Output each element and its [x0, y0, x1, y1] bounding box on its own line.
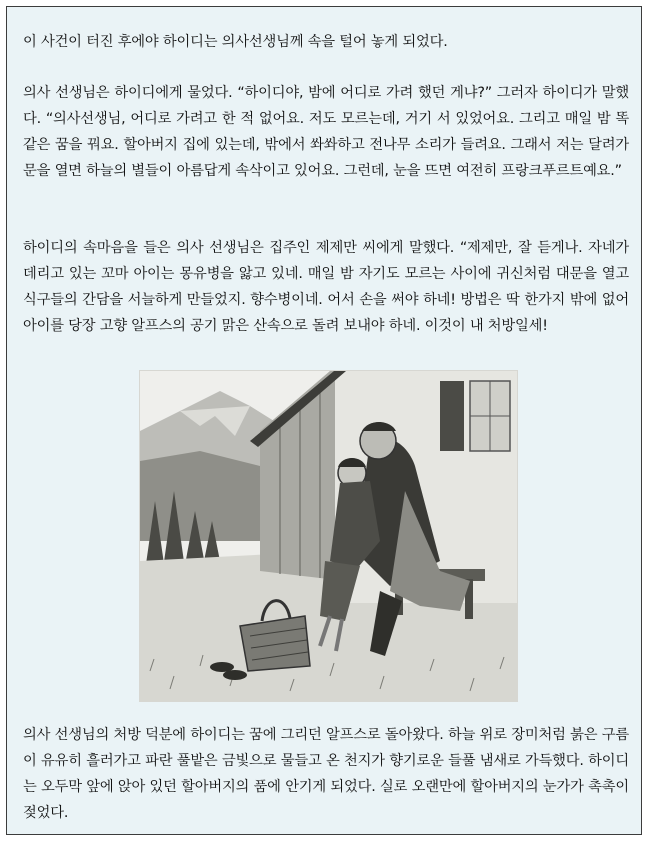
paragraph-2: 의사 선생님은 하이디에게 물었다. “하이디야, 밤에 어디로 가려 했던 게냐?” 그러자 하이디가 말했다. “의사선생님, 어디로 가려고 한 적 없어요. 저도 모르는데, 거기 서 있었어요. 그리고 매일 밤 똑 같은 꿈을 꿔요. 할아버지 집에 있는데, 밖에서 쏴쏴하고 전나무 소리가 들려요. 그래서 저는 달려가 문을 열면 하늘의 별들이 아름답게 속삭이고 있어요. 그런데, 눈을 뜨면 여전히 프랑크푸르트예요.”: [23, 85, 629, 179]
heidi-grandfather-hug-illustration: [139, 370, 518, 702]
paragraph-3: 하이디의 속마음을 들은 의사 선생님은 집주인 제제만 씨에게 말했다. “제제만, 잘 듣게나. 자네가 데리고 있는 꼬마 아이는 몽유병을 앓고 있네. 매일 밤 자기도 모르는 사이에 귀신처럼 대문을 열고 식구들의 간담을 서늘하게 만들었지. 향수병이네. 어서 손을 써야 하네! 방법은 딱 한가지 밖에 없어 아이를 당장 고향 알프스의 공기 맑은 산속으로 돌려 보내야 하네. 이것이 내 처방일세!: [23, 240, 629, 334]
paragraph-1: 이 사건이 터진 후에야 하이디는 의사선생님께 속을 털어 놓게 되었다.: [23, 34, 448, 50]
story-panel: [6, 6, 642, 835]
paragraph-4: 의사 선생님의 처방 덕분에 하이디는 꿈에 그리던 알프스로 돌아왔다. 하늘 위로 장미처럼 붉은 구름이 유유히 흘러가고 파란 풀밭은 금빛으로 물들고 온 천지가 향기로운 들풀 냄새로 가득했다. 하이디는 오두막 앞에 앉아 있던 할아버지의 품에 안기게 되었다. 실로 오랜만에 할아버지의 눈가가 촉촉이 젖었다.: [23, 727, 629, 821]
